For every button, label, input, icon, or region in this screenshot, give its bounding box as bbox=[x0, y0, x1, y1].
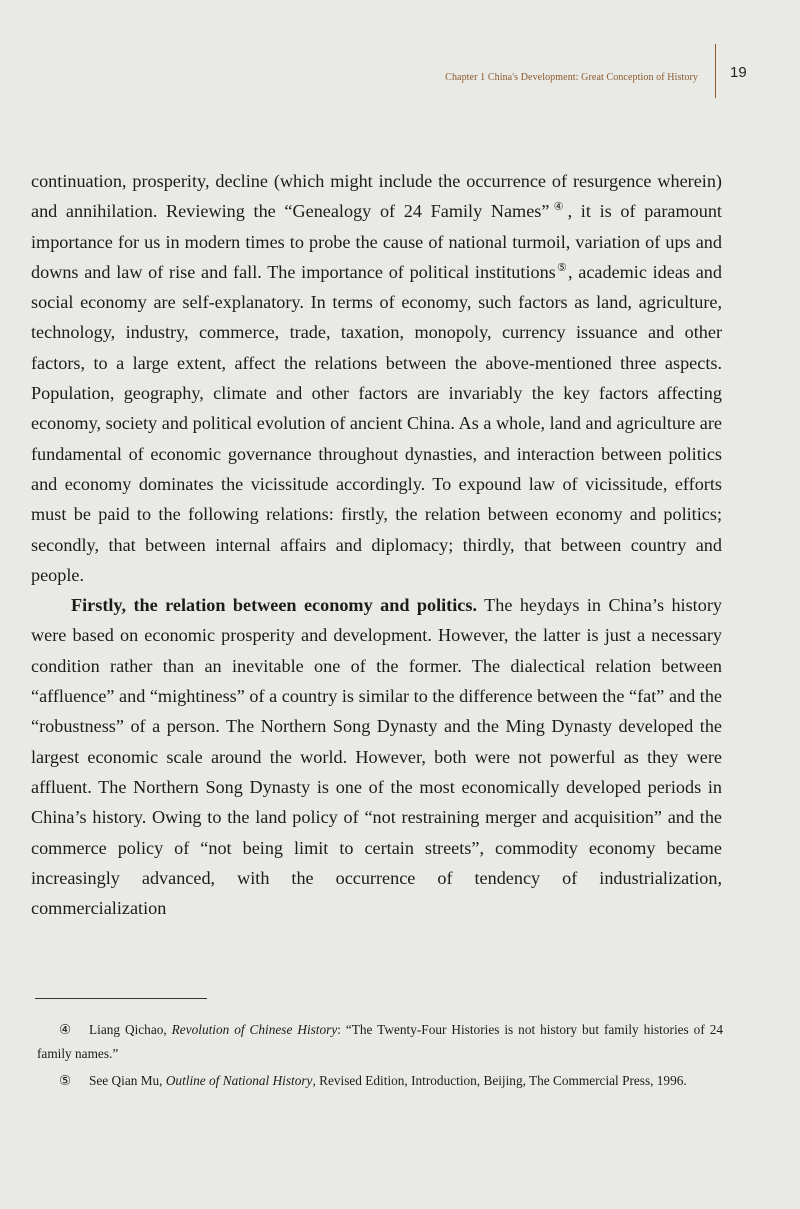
footnote-5 bbox=[37, 1069, 723, 1093]
footnote-5-post: , Revised Edition, Introduction, Beijing, The Commercial Press, 1996. bbox=[312, 1073, 687, 1088]
paragraph-1-part-c: , academic ideas and social economy are self-explanatory. In terms of economy, such factors as land, agriculture, technology, industry, commerce, trade, taxation, monopoly, currency issuance and other factors, to a large extent, affect the relations between the above-mentioned three aspects. Population, geography, climate and other factors are invariably the key factors affecting economy, society and political evolution of ancient China. As a whole, land and agriculture are fundamental of economic governance throughout dynasties, and interaction between politics and economy dominates the vicissitude accordingly. To expound law of vicissitude, efforts must be paid to the following relations: firstly, the relation between economy and politics; secondly, that between internal affairs and diplomacy; thirdly, that between country and people. bbox=[31, 261, 722, 585]
paragraph-2-text: The heydays in China’s history were based on economic prosperity and development. However, the latter is just a necessary condition rather than an inevitable one of the former. The dialectical relation between “affluence” and “mightiness” of a country is similar to the difference between the “fat” and the “robustness” of a person. The Northern Song Dynasty and the Ming Dynasty developed the largest economic scale around the world. However, both were not powerful as they were affluent. The Northern Song Dynasty is one of the most economically developed periods in China’s history. Owing to the land policy of “not restraining merger and acquisition” and the commerce policy of “not being limit to certain streets”, commodity economy became increasingly advanced, with the occurrence of tendency of industrialization, commercialization bbox=[31, 595, 722, 919]
page-number: 19 bbox=[730, 64, 747, 81]
paragraph-1-part-a: continuation, prosperity, decline (which might include the occurrence of resurgence wherein) and annihilation. Reviewing the “Genealogy of 24 Family Names” bbox=[31, 171, 722, 222]
paragraph-2-heading: Firstly, the relation between economy and politics. bbox=[71, 595, 477, 616]
running-head-container bbox=[380, 67, 708, 85]
footnote-5-mark: ⑤ bbox=[59, 1073, 71, 1088]
paragraph-2 bbox=[31, 590, 722, 923]
footnote-ref-4[interactable]: ④ bbox=[549, 201, 568, 214]
paragraph-1 bbox=[31, 166, 722, 590]
footnote-divider bbox=[35, 998, 207, 999]
footnote-4-pre: Liang Qichao, bbox=[89, 1022, 172, 1037]
footnote-4-post: : “The Twenty-Four Histories is not history but family histories of 24 family names.” bbox=[37, 1022, 724, 1061]
paragraph-1-part-b: , it is of paramount importance for us in modern times to probe the cause of national turmoil, variation of ups and downs and law of rise and fall. The importance of political institutions bbox=[31, 201, 722, 282]
footnote-4-mark: ④ bbox=[59, 1022, 71, 1037]
footnote-4 bbox=[37, 1018, 723, 1065]
header-divider bbox=[715, 44, 716, 98]
running-head: Chapter 1 China's Development: Great Conception of History bbox=[445, 72, 698, 83]
footnote-5-pre: See Qian Mu, bbox=[89, 1073, 166, 1088]
footnote-5-title: Outline of National History bbox=[165, 1073, 313, 1088]
main-text bbox=[31, 166, 722, 923]
footnote-4-title: Revolution of Chinese History bbox=[171, 1022, 338, 1037]
footnote-ref-5[interactable]: ⑤ bbox=[555, 261, 568, 274]
footnotes bbox=[37, 1018, 723, 1097]
